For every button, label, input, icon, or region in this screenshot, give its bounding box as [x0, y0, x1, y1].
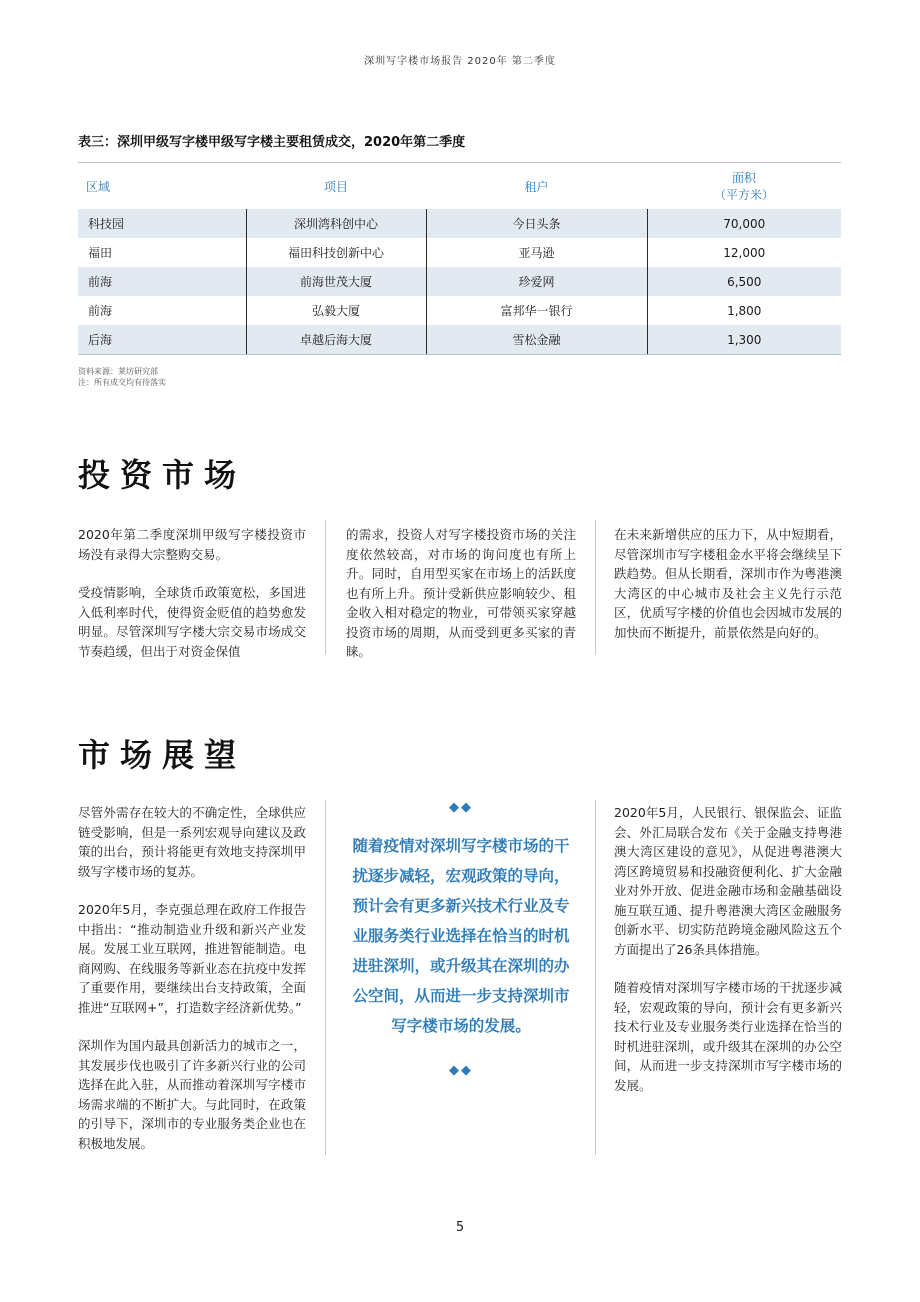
paragraph: 受疫情影响，全球货币政策宽松，多国进入低利率时代，使得资金贬值的趋势愈发明显。尽管深圳写字楼大宗交易市场成交节奏趋缓，但出于对资金保值	[78, 585, 306, 659]
paragraph: 在未来新增供应的压力下，从中短期看，尽管深圳市写字楼租金水平将会继续呈下跌趋势。但从长期看，深圳市作为粤港澳大湾区的中心城市及社会主义先行示范区，优质写字楼的价值也会因城市发展的加快而不断提升，前景依然是向好的。	[614, 527, 842, 640]
cell-project: 前海世茂大厦	[246, 267, 426, 296]
cell-project: 弘毅大厦	[246, 296, 426, 325]
outlook-section-title: 市场展望	[78, 736, 247, 774]
cell-tenant: 珍爱网	[426, 267, 647, 296]
cell-area: 70,000	[723, 216, 766, 231]
cell-tenant: 亚马逊	[426, 238, 647, 267]
cell-district: 科技园	[78, 209, 246, 238]
cell-tenant: 雪松金融	[426, 325, 647, 355]
column-divider	[595, 800, 596, 1155]
col-header-area: 面积 （平方米）	[647, 163, 841, 210]
cell-district: 福田	[78, 238, 246, 267]
table-title: 表三：深圳甲级写字楼甲级写字楼主要租赁成交，2020年第二季度	[78, 135, 466, 150]
invest-column-3	[614, 525, 842, 661]
outlook-column-3	[614, 803, 842, 1114]
cell-district: 前海	[78, 296, 246, 325]
paragraph: 尽管外需存在较大的不确定性，全球供应链受影响，但是一系列宏观导向建议及政策的出台，预计将能更有效地支持深圳甲级写字楼市场的复苏。	[78, 805, 306, 879]
paragraph: 深圳作为国内最具创新活力的城市之一，其发展步伐也吸引了许多新兴行业的公司选择在此入驻，从而推动着深圳写字楼市场需求端的不断扩大。与此同时，在政策的引导下，深圳市的专业服务类企业也在积极地发展。	[78, 1038, 306, 1151]
table-row	[78, 296, 841, 325]
pull-quote-text: 随着疫情对深圳写字楼市场的干扰逐步减轻，宏观政策的导向，预计会有更多新兴技术行业及专业服务类行业选择在恰当的时机进驻深圳，或升级其在深圳的办公空间，从而进一步支持深圳市写字楼市场的发展。	[352, 837, 570, 1035]
cell-project: 深圳湾科创中心	[246, 209, 426, 238]
table-source: 资料来源：莱坊研究部	[78, 367, 158, 376]
paragraph: 2020年5月，李克强总理在政府工作报告中指出：“推动制造业升级和新兴产业发展。发展工业互联网，推进智能制造。电商网购、在线服务等新业态在抗疫中发挥了重要作用，要继续出台支持政策，全面推进“互联网+”，打造数字经济新优势。”	[78, 902, 306, 1015]
cell-project: 福田科技创新中心	[246, 238, 426, 267]
table-row	[78, 238, 841, 267]
diamond-icon: ◆◆	[449, 800, 473, 815]
cell-area: 6,500	[727, 274, 762, 289]
leasing-table	[78, 162, 841, 355]
table-row	[78, 209, 841, 238]
pull-quote	[346, 800, 576, 1078]
col-header-tenant: 租户	[426, 163, 647, 210]
outlook-column-1	[78, 803, 306, 1172]
invest-column-2	[346, 525, 576, 681]
cell-area: 12,000	[723, 245, 766, 260]
paragraph: 2020年5月，人民银行、银保监会、证监会、外汇局联合发布《关于金融支持粤港澳大湾区建设的意见》，从促进粤港澳大湾区跨境贸易和投融资便利化、扩大金融业对外开放、促进金融市场和金融基础设施互联互通、提升粤港澳大湾区金融服务创新水平、切实防范跨境金融风险这五个方面提出了26条具体措施。	[614, 805, 842, 957]
invest-column-1	[78, 525, 306, 680]
column-divider	[325, 520, 326, 655]
cell-tenant: 今日头条	[426, 209, 647, 238]
table-row	[78, 267, 841, 296]
column-divider	[595, 520, 596, 655]
col-header-project: 项目	[246, 163, 426, 210]
table-row	[78, 325, 841, 355]
report-header: 深圳写字楼市场报告 2020年 第二季度	[364, 56, 556, 67]
paragraph: 的需求，投资人对写字楼投资市场的关注度依然较高，对市场的询问度也有所上升。同时，自用型买家在市场上的活跃度也有所上升。预计受新供应影响较少、租金收入相对稳定的物业，可带领买家穿越投资市场的周期，从而受到更多买家的青睐。	[346, 527, 576, 659]
cell-district: 前海	[78, 267, 246, 296]
cell-area: 1,300	[647, 325, 841, 355]
invest-section-title: 投资市场	[78, 456, 247, 494]
diamond-icon: ◆◆	[449, 1063, 473, 1078]
cell-tenant: 富邦华一银行	[426, 296, 647, 325]
cell-area: 1,800	[727, 303, 762, 318]
cell-project: 卓越后海大厦	[246, 325, 426, 355]
col-header-district: 区域	[78, 163, 246, 210]
cell-district: 后海	[78, 325, 246, 355]
paragraph: 2020年第二季度深圳甲级写字楼投资市场没有录得大宗整购交易。	[78, 527, 306, 562]
paragraph: 随着疫情对深圳写字楼市场的干扰逐步减轻，宏观政策的导向，预计会有更多新兴技术行业及专业服务类行业选择在恰当的时机进驻深圳，或升级其在深圳的办公空间，从而进一步支持深圳市写字楼市场的发展。	[614, 980, 842, 1093]
table-note: 注：所有成交均有待落实	[78, 378, 166, 387]
column-divider	[325, 800, 326, 1155]
page-number: 5	[455, 1220, 465, 1235]
table-header-row	[78, 163, 841, 210]
